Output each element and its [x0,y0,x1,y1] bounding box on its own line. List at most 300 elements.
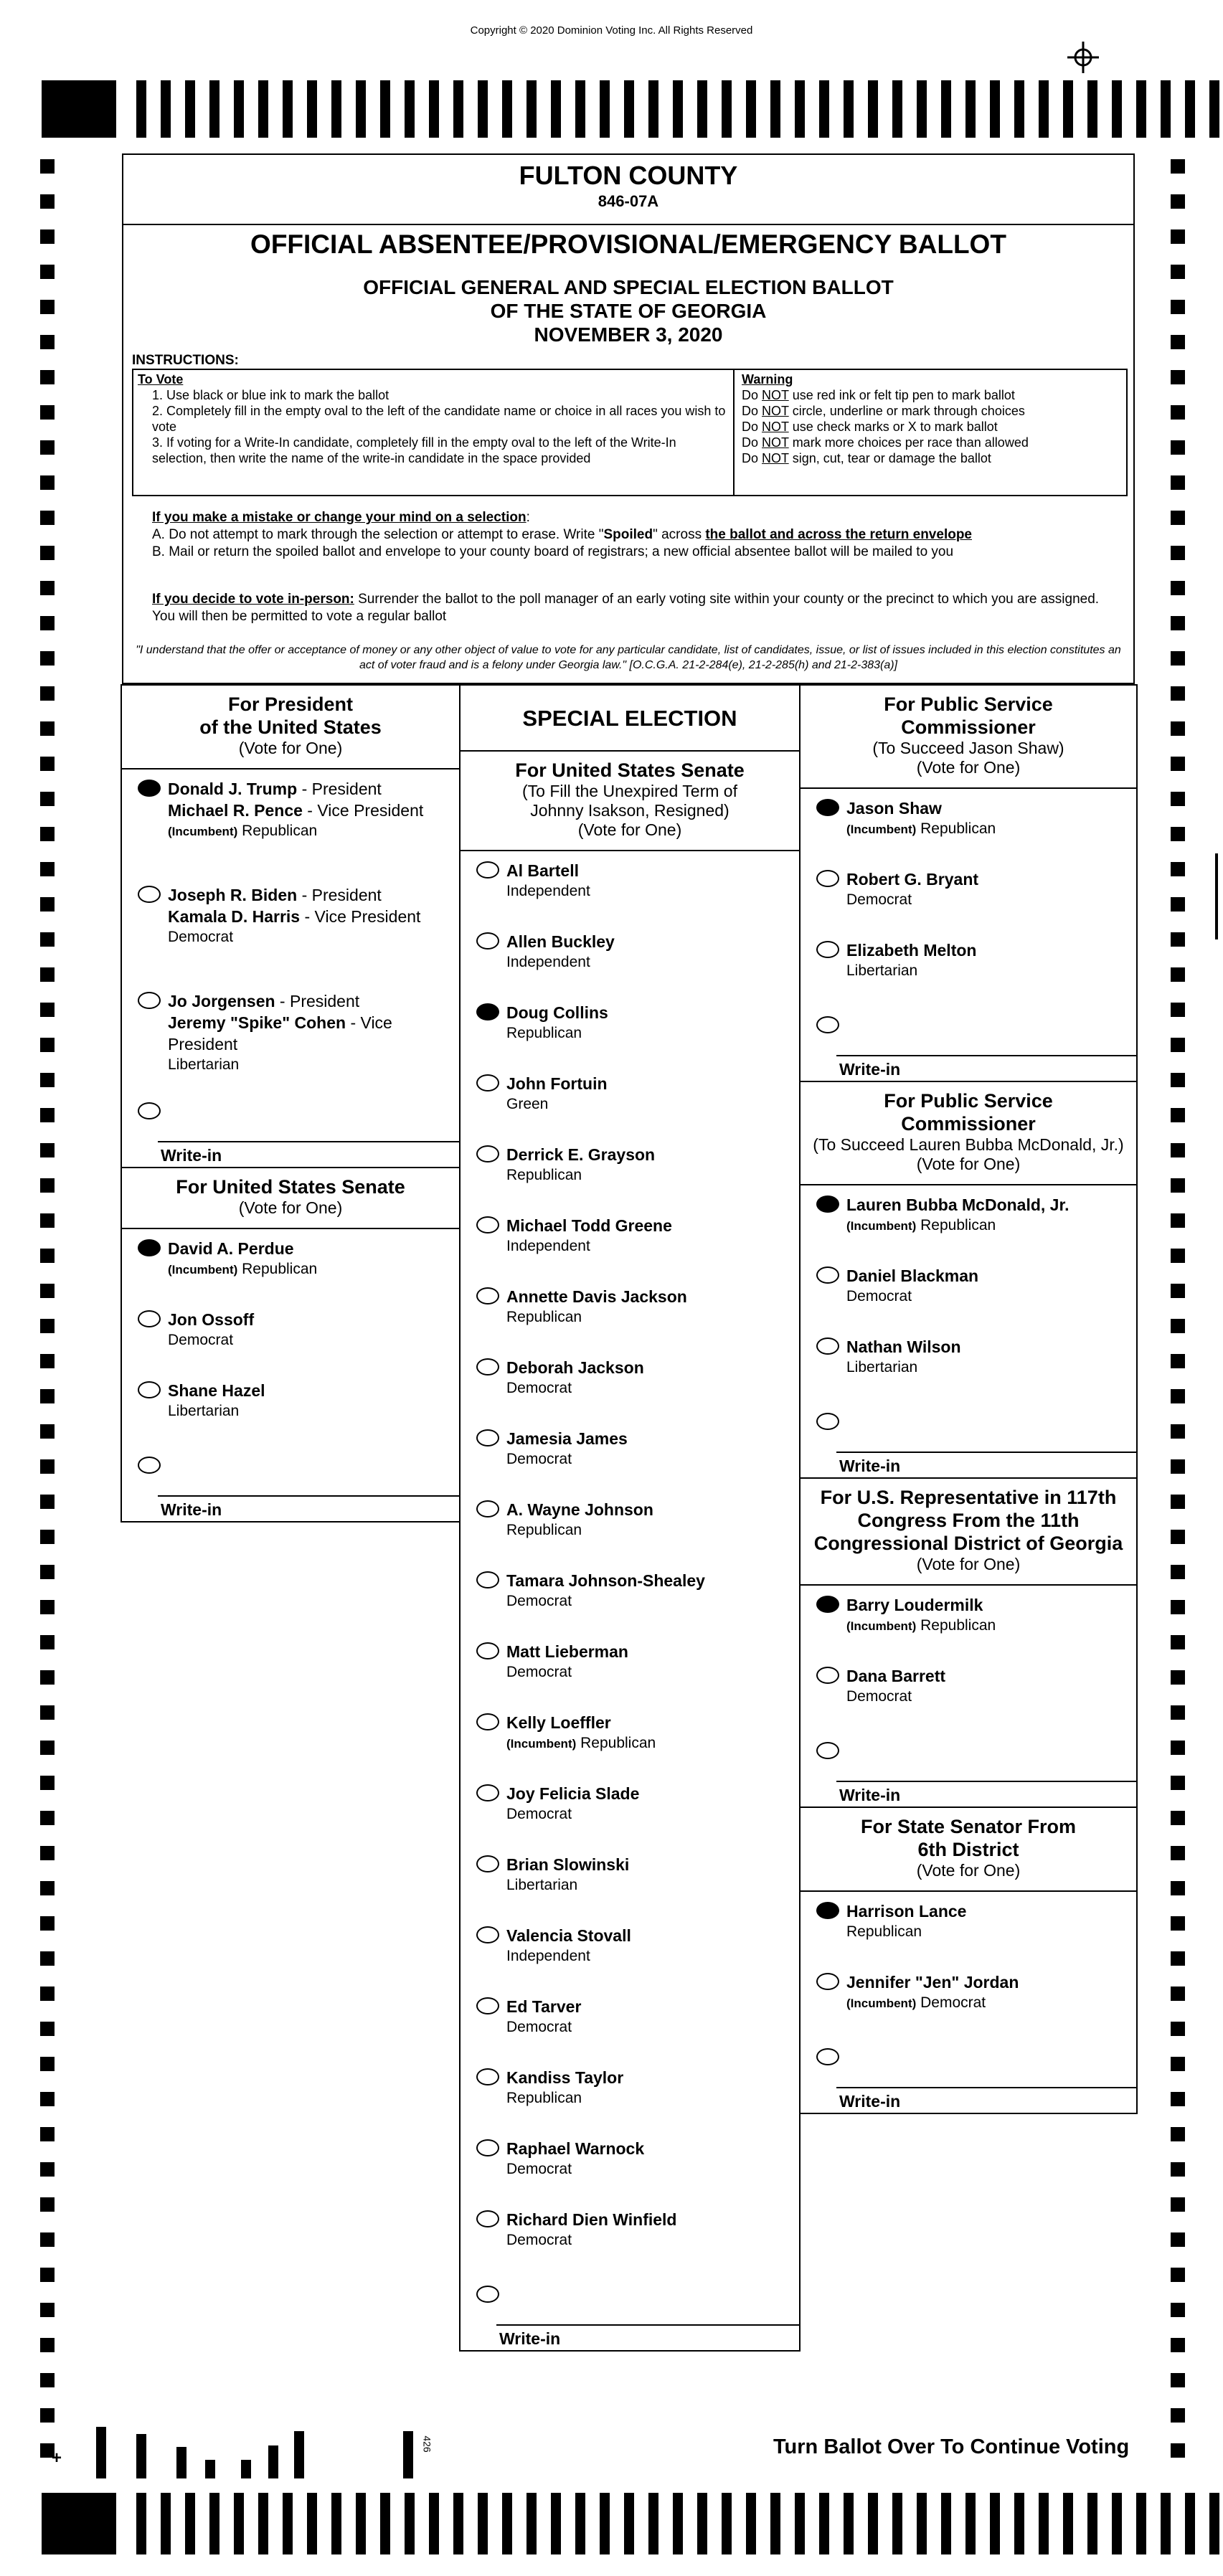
selection-oval[interactable] [816,1902,839,1919]
selection-oval[interactable] [816,1337,839,1355]
timing-square [1171,1811,1185,1825]
spoiled-word: Spoiled [603,527,653,542]
selection-oval[interactable] [476,1855,499,1872]
timing-bar [209,2493,219,2554]
margin-mark [1215,853,1218,939]
county-name: FULTON COUNTY [519,161,738,190]
barcode-number: 426 [421,2435,433,2453]
timing-square [1171,1495,1185,1509]
timing-square [40,1284,55,1298]
write-in-line[interactable] [836,2087,1136,2088]
candidate-option[interactable] [801,1327,1136,1398]
race-us-senate-special [459,752,801,2352]
warning-section [736,370,1126,468]
candidate-option[interactable] [122,1300,459,1371]
timing-square [1171,1670,1185,1685]
mistake-a-mid: " across [653,527,706,542]
selection-oval[interactable] [476,1926,499,1943]
write-in-option[interactable] [461,2271,799,2350]
timing-bar [331,2493,341,2554]
selection-oval[interactable] [138,780,161,797]
candidate-option[interactable] [461,1845,799,1916]
race-title: For State Senator From [860,1816,1077,1837]
candidate-name: Harrison Lance [846,1902,967,1921]
selection-oval[interactable] [816,1742,839,1759]
ballot-column-1 [121,684,461,1523]
to-vote-step-3: 3. If voting for a Write-In candidate, completely fill in the empty oval to the left of the Write-In selection, then write the name of the write-in candidate in the space provided [152,435,676,465]
candidate-name: Barry Loudermilk [846,1596,983,1614]
race-instruction: (To Fill the Unexpired Term of [522,782,737,800]
write-in-option[interactable] [801,2034,1136,2113]
candidate-option[interactable] [122,1371,459,1442]
barcode-bar [241,2460,251,2478]
selection-oval[interactable] [816,1016,839,1033]
timing-square [40,1108,55,1122]
timing-square [40,862,55,876]
candidate-option[interactable] [461,2058,799,2129]
selection-oval[interactable] [816,1596,839,1613]
race-instruction: (Vote for One) [916,1861,1021,1880]
candidate-party: Green [506,1096,549,1112]
race-instruction: (Vote for One) [238,739,343,757]
timing-bar [600,80,610,138]
write-in-option[interactable] [122,1088,459,1167]
candidate-party: Independent [506,954,590,970]
candidate-option[interactable] [801,860,1136,931]
timing-bar [380,80,390,138]
write-in-label: Write-in [161,1500,222,1519]
timing-bar [770,80,780,138]
write-in-line[interactable] [836,1452,1136,1453]
timing-bar [868,2493,878,2554]
selection-oval[interactable] [476,1003,499,1021]
candidate-name: Jamesia James [506,1429,628,1448]
timing-bar [1161,80,1171,138]
selection-oval[interactable] [476,1216,499,1233]
candidate-party: Republican [506,1522,582,1538]
timing-bar [283,2493,293,2554]
ballot-type-title: OFFICIAL ABSENTEE/PROVISIONAL/EMERGENCY BALLOT [250,229,1006,259]
candidate-name: Jon Ossoff [168,1310,255,1329]
header-divider [123,224,1133,225]
timing-square [40,1143,55,1157]
timing-square [1171,721,1185,736]
timing-square [40,1776,55,1790]
selection-oval[interactable] [476,2068,499,2085]
race-title: For Public Service [884,693,1053,715]
timing-bar [1185,2493,1195,2554]
timing-bar [990,80,1000,138]
candidate-party: (Incumbent) Republican [846,1617,996,1634]
timing-square [40,159,55,174]
candidate-option[interactable] [461,1632,799,1703]
registration-crosshair-icon [1067,42,1099,73]
candidate-option[interactable] [801,1892,1136,1963]
candidate-option[interactable] [461,2200,799,2271]
timing-bar [1014,2493,1024,2554]
candidate-name: Donald J. Trump - President [168,780,382,798]
selection-oval[interactable] [476,1429,499,1446]
timing-bar [575,2493,585,2554]
timing-bar [502,2493,512,2554]
selection-oval[interactable] [476,861,499,879]
race-title: For United States Senate [176,1176,405,1198]
timing-bar [136,80,146,138]
timing-square [1171,2443,1185,2458]
timing-square [40,2197,55,2212]
selection-oval[interactable] [138,886,161,903]
write-in-line[interactable] [836,1055,1136,1056]
timing-square [1171,2408,1185,2423]
timing-square [1171,1319,1185,1333]
candidate-party: Libertarian [846,1359,918,1375]
candidate-option[interactable] [461,1419,799,1490]
candidate-name: Dana Barrett [846,1667,946,1685]
timing-square [1171,1459,1185,1474]
timing-square [1171,1143,1185,1157]
write-in-option[interactable] [122,1442,459,1521]
timing-bar [1136,80,1146,138]
timing-square [1171,1249,1185,1263]
selection-oval[interactable] [816,1195,839,1213]
bottom-timing-marks [42,2493,1223,2554]
candidate-option[interactable] [461,922,799,993]
candidate-name: Elizabeth Melton [846,941,977,960]
timing-square [1171,2303,1185,2317]
selection-oval[interactable] [476,1358,499,1375]
race-header [122,686,459,770]
candidate-party: (Incumbent) Democrat [846,1994,986,2011]
barcode-bar [403,2431,413,2478]
race-header [801,1082,1136,1185]
candidate-option[interactable] [461,1561,799,1632]
write-in-label: Write-in [499,2329,561,2348]
timing-bar [673,2493,683,2554]
candidate-name: Valencia Stovall [506,1926,631,1945]
warning-list [742,387,1120,466]
race-instruction: Johnny Isakson, Resigned) [530,801,729,820]
timing-bar [161,2493,171,2554]
timing-square [1171,1178,1185,1193]
write-in-line[interactable] [496,2324,799,2326]
candidate-option[interactable] [461,2129,799,2200]
selection-oval[interactable] [816,2048,839,2065]
voter-fraud-oath: "I understand that the offer or acceptance of money or any other object of value to vote for any particular candidate, list of candidates, issue, or list of issues included in this election constitutes an act of voter fraud and is a felony under Georgia law." [O.C.G.A. 21-2-284(e), 21-2-285(h) and 21-2-383(a)] [136,644,1121,671]
timing-bar [697,80,707,138]
candidate-party: Democrat [846,891,912,908]
barcode-bar [294,2431,304,2478]
timing-square [1171,1213,1185,1228]
race-state-senator [799,1808,1138,2114]
selection-oval[interactable] [816,941,839,958]
selection-oval[interactable] [476,2286,499,2303]
mistake-b-text: B. Mail or return the spoiled ballot and envelope to your county board of registrars; a new official absentee ballot will be mailed to you [152,544,954,559]
timing-square [40,2127,55,2141]
timing-square [40,2232,55,2247]
timing-square [40,616,55,630]
race-title: Congress From the 11th [857,1510,1080,1531]
barcode-bar [176,2447,186,2478]
candidate-name: Brian Slowinski [506,1855,630,1874]
race-us-senate [121,1168,461,1523]
plus-mark: + [52,2448,62,2468]
timing-bar [1136,2493,1146,2554]
timing-bar [990,2493,1000,2554]
selection-oval[interactable] [138,1239,161,1256]
timing-square [40,1389,55,1403]
timing-square [1171,440,1185,455]
timing-square [1171,1916,1185,1931]
timing-square [40,335,55,349]
timing-bar [941,2493,951,2554]
candidate-option[interactable] [801,1586,1136,1657]
selection-oval[interactable] [476,1642,499,1659]
running-mate-name: Kamala D. Harris - Vice President [168,907,421,926]
candidate-party: Republican [846,1923,922,1940]
timing-bar [1185,80,1195,138]
candidate-party: Republican [506,1309,582,1325]
candidate-option[interactable] [461,1703,799,1774]
timing-bar [917,2493,927,2554]
selection-oval[interactable] [476,932,499,950]
timing-bar [429,80,439,138]
selection-oval[interactable] [816,799,839,816]
instructions-box [132,369,1128,496]
candidate-option[interactable] [801,1256,1136,1327]
timing-square [40,511,55,525]
timing-square [40,651,55,666]
candidate-option[interactable] [461,1490,799,1561]
candidate-name: Jason Shaw [846,799,942,818]
timing-square [1171,1600,1185,1614]
ballot-header [122,153,1135,684]
selection-oval[interactable] [816,1667,839,1684]
selection-oval[interactable] [138,1310,161,1327]
timing-square [40,1951,55,1966]
timing-bar [283,80,293,138]
timing-bar [1209,80,1219,138]
timing-square [40,721,55,736]
timing-square [40,1705,55,1720]
selection-oval[interactable] [816,1413,839,1430]
right-timing-marks [1171,159,1185,2478]
selection-oval[interactable] [816,1973,839,1990]
race-title: For United States Senate [515,759,745,781]
race-title: For President [227,693,354,715]
selection-oval[interactable] [138,1457,161,1474]
timing-square [40,300,55,314]
candidate-name: Deborah Jackson [506,1358,644,1377]
selection-oval[interactable] [138,1381,161,1398]
timing-square [1171,2092,1185,2106]
candidate-name: Nathan Wilson [846,1337,961,1356]
selection-oval[interactable] [476,1074,499,1092]
race-title: of the United States [199,716,382,738]
timing-bar [844,80,854,138]
timing-square [1171,1635,1185,1649]
selection-oval[interactable] [476,2139,499,2156]
warning-item: Do NOT use red ink or felt tip pen to mark ballot [742,388,1015,402]
candidate-party: Democrat [846,1688,912,1705]
timing-square [1171,897,1185,911]
candidate-option[interactable] [461,1206,799,1277]
ballot-column-2 [459,684,801,2352]
candidate-party: Libertarian [168,1403,240,1419]
timing-bar [819,80,829,138]
candidate-option[interactable] [122,1229,459,1300]
candidate-option[interactable] [122,982,459,1088]
timing-square [40,2303,55,2317]
candidate-option[interactable] [801,931,1136,1002]
write-in-option[interactable] [801,1002,1136,1081]
timing-bar [722,80,732,138]
race-header [801,1808,1136,1892]
candidate-name: Michael Todd Greene [506,1216,672,1235]
timing-square [40,827,55,841]
timing-square [40,1354,55,1368]
candidate-party: Democrat [506,1664,572,1680]
selection-oval[interactable] [476,1713,499,1730]
candidate-party: Democrat [506,1806,572,1822]
timing-square [1171,827,1185,841]
candidate-option[interactable] [461,1987,799,2058]
timing-square [40,1741,55,1755]
candidate-option[interactable] [461,1064,799,1135]
race-header [801,1479,1136,1586]
timing-bar [380,2493,390,2554]
to-vote-heading: To Vote [138,372,184,387]
selection-oval[interactable] [138,1102,161,1119]
candidate-name: Matt Lieberman [506,1642,628,1661]
race-instruction: (Vote for One) [238,1198,343,1217]
election-title-line1: OFFICIAL GENERAL AND SPECIAL ELECTION BALLOT [363,276,894,298]
timing-bar [892,80,902,138]
timing-square [40,1038,55,1052]
candidate-option[interactable] [122,770,459,876]
running-mate-name: Jeremy "Spike" Cohen - Vice President [168,1013,392,1053]
copyright-notice: Copyright © 2020 Dominion Voting Inc. All Rights Reserved [470,24,753,37]
write-in-option[interactable] [801,1398,1136,1477]
candidate-option[interactable] [801,1657,1136,1728]
race-psc-mcdonald [799,1082,1138,1479]
candidate-name: John Fortuin [506,1074,608,1093]
timing-square [1171,1003,1185,1017]
timing-square [1171,862,1185,876]
selection-oval[interactable] [476,1997,499,2014]
candidate-name: Robert G. Bryant [846,870,979,889]
candidate-option[interactable] [122,876,459,982]
candidate-option[interactable] [461,851,799,922]
selection-oval[interactable] [476,1500,499,1517]
timing-square [1171,1705,1185,1720]
candidate-option[interactable] [801,1963,1136,2034]
timing-square [40,1987,55,2001]
timing-square [40,932,55,947]
candidate-name: Richard Dien Winfield [506,2210,677,2229]
candidate-option[interactable] [801,789,1136,860]
write-in-line[interactable] [836,1781,1136,1782]
to-vote-section [133,370,735,495]
candidate-option[interactable] [461,993,799,1064]
timing-square [40,1178,55,1193]
timing-square [1171,1776,1185,1790]
timing-square [1171,2057,1185,2071]
write-in-line[interactable] [158,1495,459,1497]
selection-oval[interactable] [476,1287,499,1304]
timing-bar [331,80,341,138]
timing-bar [746,80,756,138]
candidate-party: Democrat [506,1380,572,1396]
timing-bar [648,80,658,138]
selection-oval[interactable] [138,992,161,1009]
timing-bar [1014,80,1024,138]
inperson-text: Surrender the ballot to the poll manager of an early voting site within your county or the precinct to which you are assigned. You will then be permitted to vote a regular ballot [152,592,1100,624]
barcode-bar [136,2434,146,2478]
selection-oval[interactable] [476,1145,499,1162]
timing-square [40,2022,55,2036]
selection-oval[interactable] [476,1784,499,1801]
candidate-party: Republican [506,1025,582,1041]
timing-square [1171,2232,1185,2247]
timing-square [40,1635,55,1649]
selection-oval[interactable] [476,2210,499,2227]
timing-square [1171,651,1185,666]
timing-bar [868,80,878,138]
write-in-line[interactable] [158,1141,459,1142]
candidate-option[interactable] [461,1277,799,1348]
timing-square [1171,2197,1185,2212]
candidate-option[interactable] [801,1185,1136,1256]
timing-square [40,757,55,771]
write-in-option[interactable] [801,1728,1136,1806]
timing-square [1171,1424,1185,1439]
candidate-name: Joseph R. Biden - President [168,886,382,904]
candidate-option[interactable] [461,1916,799,1987]
timing-bar [1209,2493,1219,2554]
timing-square [1171,335,1185,349]
candidate-party: Democrat [506,2232,572,2248]
timing-square [40,370,55,384]
selection-oval[interactable] [816,1266,839,1284]
timing-bar [795,80,805,138]
write-in-label: Write-in [839,1457,901,1475]
timing-square [40,1003,55,1017]
race-instruction: (Vote for One) [916,1155,1021,1173]
candidate-name: Annette Davis Jackson [506,1287,687,1306]
inperson-instructions [152,591,1119,625]
timing-square [1171,1354,1185,1368]
timing-square [1171,546,1185,560]
ballot-column-3 [799,684,1138,2114]
candidate-option[interactable] [461,1135,799,1206]
timing-square [1171,967,1185,982]
candidate-party: Democrat [506,2019,572,2035]
candidate-party: (Incumbent) Republican [846,820,996,837]
race-president [121,686,461,1168]
timing-bar [405,2493,415,2554]
candidate-party: Democrat [168,929,234,945]
candidate-option[interactable] [461,1348,799,1419]
timing-bar [722,2493,732,2554]
selection-oval[interactable] [816,870,839,887]
timing-square [1171,265,1185,279]
inperson-heading: If you decide to vote in-person: [152,592,354,607]
candidate-option[interactable] [461,1774,799,1845]
warning-item: Do NOT circle, underline or mark through choices [742,404,1025,418]
selection-oval[interactable] [476,1571,499,1588]
timing-bar [258,80,268,138]
timing-square [40,897,55,911]
